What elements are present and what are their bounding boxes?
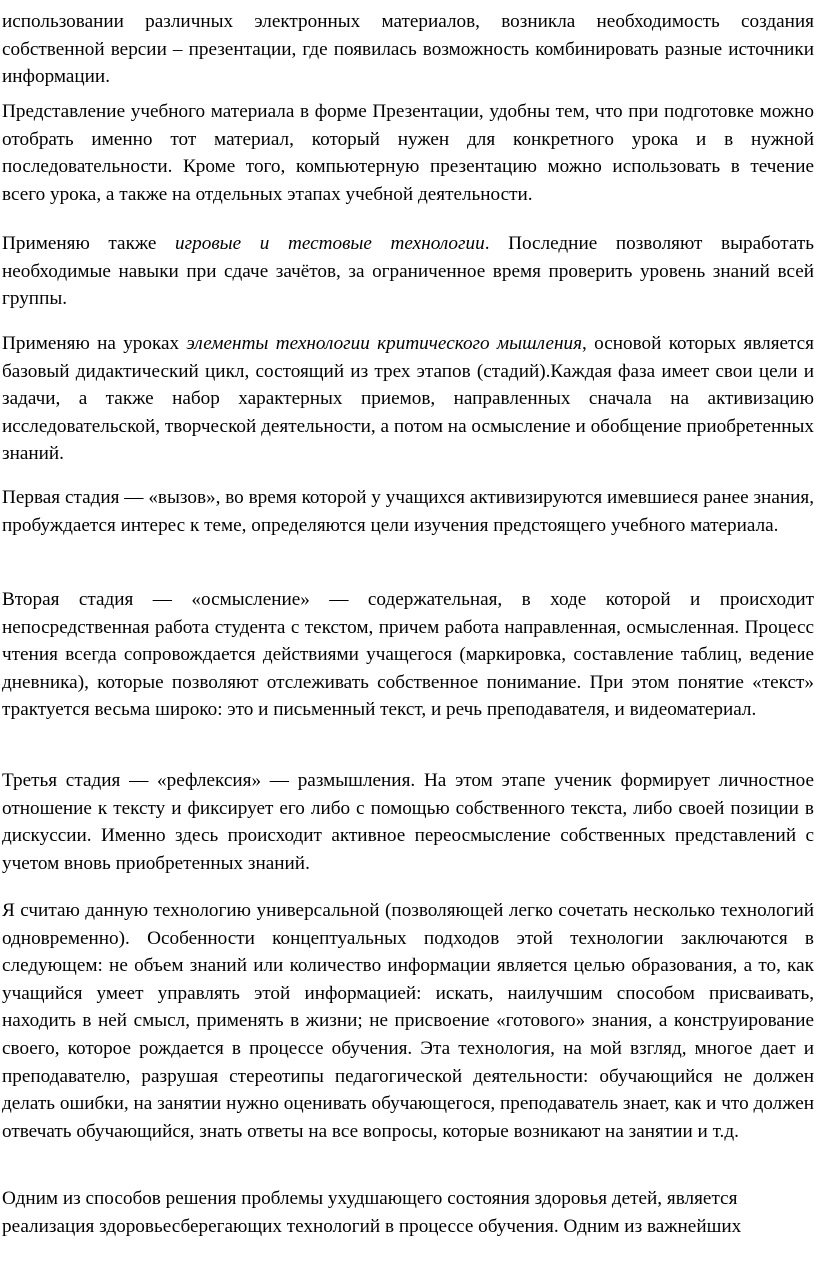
paragraph-2 — [2, 98, 814, 208]
paragraph-5 — [2, 484, 814, 539]
paragraph-text: . Последние позволяют выработать необходимые навыки при сдаче зачётов, за ограниченное время проверить уровень знаний всей группы. — [2, 233, 814, 310]
paragraph-9 — [2, 1185, 814, 1240]
paragraph-text: , основой которых является базовый дидактический цикл, состоящий из трех этапов (стадий).Каждая фаза имеет свои цели и задачи, а также набор характерных приемов, направленных сначала на активизацию исследовательской, творческой деятельности, а потом на осмысление и обобщение приобретенных знаний. — [2, 333, 814, 465]
paragraph-text: Представление учебного материала в форме Презентации, удобны тем, что при подготовке можно отобрать именно тот материал, который нужен для конкретного урока и в нужной последовательности. Кроме того, компьютерную презентацию можно использовать в течение всего урока, а также на отдельных этапах учебной деятельности. — [2, 101, 814, 205]
paragraph-text: Первая стадия — «вызов», во время которой у учащихся активизируются имевшиеся ранее знания, пробуждается интерес к теме, определяются цели изучения предстоящего учебного материала. — [2, 487, 814, 536]
paragraph-3 — [2, 230, 814, 313]
paragraph-text: Одним из способов решения проблемы ухудшающего состояния здоровья детей, является реализация здоровьесберегающих технологий в процессе обучения. Одним из важнейших — [2, 1188, 742, 1237]
paragraph-text: использовании различных электронных материалов, возникла необходимость создания собственной версии – презентации, где появилась возможность комбинировать разные источники информации. — [2, 11, 814, 88]
emphasis-text: элементы технологии критического мышления — [186, 333, 583, 354]
paragraph-7 — [2, 767, 814, 877]
emphasis-text: игровые и тестовые технологии — [175, 233, 485, 254]
paragraph-8 — [2, 897, 814, 1145]
paragraph-text: Вторая стадия — «осмысление» — содержательная, в ходе которой и происходит непосредственная работа студента с текстом, причем работа направленная, осмысленная. Процесс чтения всегда сопровождается действиями учащегося (маркировка, составление таблиц, ведение дневника), которые позволяют отслеживать собственное понимание. При этом понятие «текст» трактуется весьма широко: это и письменный текст, и речь преподавателя, и видеоматериал. — [2, 589, 814, 721]
paragraph-text: Применяю также — [2, 233, 176, 254]
paragraph-1 — [2, 8, 814, 91]
paragraph-text: Третья стадия — «рефлексия» — размышления. На этом этапе ученик формирует личностное отношение к тексту и фиксирует его либо с помощью собственного текста, либо своей позиции в дискуссии. Именно здесь происходит активное переосмысление собственных представлений с учетом вновь приобретенных знаний. — [2, 770, 814, 874]
paragraph-6 — [2, 586, 814, 724]
paragraph-text: Я считаю данную технологию универсальной (позволяющей легко сочетать несколько технологий одновременно). Особенности концептуальных подходов этой технологии заключаются в следующем: не объем знаний или количество информации является целью образования, а то, как учащийся умеет управлять этой информацией: искать, наилучшим способом присваивать, находить в ней смысл, применять в жизни; не присвоение «готового» знания, а конструирование своего, которое рождается в процессе обучения. Эта технология, на мой взгляд, многое дает и преподавателю, разрушая стереотипы педагогической деятельности: обучающийся не должен делать ошибки, на занятии нужно оценивать обучающегося, преподаватель знает, как и что должен отвечать обучающийся, знать ответы на все вопросы, которые возникают на занятии и т.д. — [2, 900, 814, 1142]
paragraph-text: Применяю на уроках — [2, 333, 187, 354]
paragraph-4 — [2, 330, 814, 468]
